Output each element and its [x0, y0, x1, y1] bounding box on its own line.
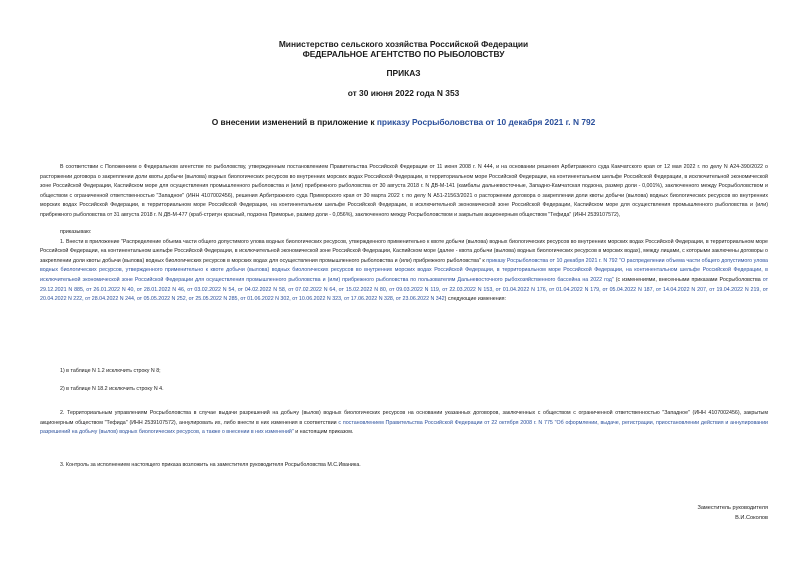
order-section — [40, 228, 768, 305]
document-type: ПРИКАЗ — [386, 68, 421, 78]
title-order-link[interactable]: приказу Росрыболовства от 10 декабря 2021 г. N 792 — [376, 117, 596, 127]
preamble-paragraph — [40, 163, 768, 221]
item-3-paragraph — [40, 461, 768, 471]
preamble-text: В соответствии с Положением о Федеральном агентстве по рыболовству, утвержденным постановлением Правительства Российской Федерации от 11 июня 2008 г. N 444, и на основании решения Арбитражного суда Камчатского края от 12 мая 2022 г. по делу N А24-390/2022 о расторжении договора о закреплении доли квоты добычи (вылова) водных биологических ресурсов во внутренних морских водах Российской Федерации, в территориальном море Российской Федерации, на континентальном шельфе Российской Федерации, в исключительной экономической зоне Российской Федерации, Каспийском море для осуществления промышленного рыболовства и (или) прибрежного рыболовства от 30 августа 2018 г. N ДВ-М-141 (камбалы дальневосточные, Западно-Камчатская подзона, размер доли - 0,001%), заключенного между Росрыболовством и обществом с ограниченной ответственностью "Западное" (ИНН 4107002456), решения Арбитражного суда Приморского края от 30 марта 2022 г. по делу N А51-21563/2021 о расторжении договора о закреплении доли квоты добычи (вылова) водных биологических ресурсов во внутренних морских водах Российской Федерации, в территориальном море Российской Федерации, на континентальном шельфе Российской Федерации, в исключительной экономической зоне Российской Федерации, Каспийском море для осуществления промышленного рыболовства и (или) прибрежного рыболовства от 31 августа 2018 г. N ДВ-М-477 (краб-стригун красный, подзона Приморье, размер доли - 0,056%), заключенного между Росрыболовством и закрытым акционерным обществом "Тефида" (ИНН 2539107572), — [40, 164, 768, 218]
amendments-links[interactable]: от 29.12.2021 N 885, от 26.01.2022 N 40, от 28.01.2022 N 46, от 03.02.2022 N 54, от 04.02.2022 N 58, от 07.02.2022 N 64, от 15.02.2022 N 80, от 09.03.2022 N 119, от 22.03.2022 N 153, от 01.04.2022 N 176, от 01.04.2022 N 179, от 05.04.2022 N 187, от 14.04.2022 N 207, от 19.04.2022 N 219, от 20.04.2022 N 222, от 28.04.2022 N 244, от 05.05.2022 N 252, от 25.05.2022 N 285, от 01.06.2022 N 302, от 10.06.2022 N 323, от 17.06.2022 N 328, от 23.06.2022 N 342 — [40, 276, 768, 303]
ministry-name: Министерство сельского хозяйства Российской Федерации — [278, 39, 529, 49]
subitem-2 — [40, 385, 768, 395]
subitem-1-text: 1) в таблице N 1.2 исключить строку N 8; — [60, 368, 161, 374]
document-title — [0, 117, 807, 127]
order-792-link[interactable]: приказу Росрыболовства от 10 декабря 2021 г. N 792 "О распределении объема части общего допустимого улова водных биологических ресурсов, утвержденного применительно к квоте добычи (вылова) водных биологических ресурсов во внутренних морских водах Российской Федерации, в территориальном море Российской Федерации, на континентальном шельфе Российской Федерации, в исключительной экономической зоне Российской Федерации для осуществления промышленного рыболовства и (или) прибрежного рыболовства по пользователям Дальневосточного рыбохозяйственного бассейна на 2022 год" — [40, 257, 768, 283]
item-2-text — [40, 409, 768, 438]
signatory-name: В.И.Соколов — [735, 515, 768, 521]
item-1-text-mid: (с изменениями, внесенными приказами Росрыболовства — [613, 276, 763, 283]
subitem-1 — [40, 367, 768, 377]
title-prefix: О внесении изменений в приложение к — [211, 117, 377, 127]
signatory-position: Заместитель руководителя — [697, 505, 768, 511]
agency-name: ФЕДЕРАЛЬНОЕ АГЕНТСТВО ПО РЫБОЛОВСТВУ — [302, 49, 505, 59]
item-1-paragraph — [40, 238, 768, 305]
item-2-paragraph — [40, 409, 768, 438]
item-3-text: 3. Контроль за исполнением настоящего приказа возложить на заместителя руководителя Росрыболовства М.С.Иваника. — [60, 462, 361, 468]
subitem-2-text: 2) в таблице N 18.2 исключить строку N 4. — [60, 386, 164, 392]
resolution-775-link[interactable]: с постановлением Правительства Российской Федерации от 22 октября 2008 г. N 775 "Об оформлении, выдаче, регистрации, приостановлении действия и аннулировании разрешений на добычу (вылов) водных биологических ресурсов, а также о внесении в них изменений" — [40, 419, 768, 436]
item-1-text-before: 1. Внести в приложение "Распределение объема части общего допустимого улова водных биологических ресурсов, утвержденного применительно к квоте добычи (вылова) водных биологических ресурсов во внутренних морских водах Российской Федерации, в территориальном море Российской Федерации, на континентальном шельфе Российской Федерации, в исключительной экономической зоне Российской Федерации, Каспийском море (далее - квота добычи (вылова) водных биологических ресурсов в морских водах), между лицами, с которыми заключены договоры о закреплении доли квоты добычи (вылова) водных биологических ресурсов в морских водах для осуществления промышленного рыболовства и (или) прибрежного рыболовства" к — [40, 238, 768, 264]
item-2-text-before: 2. Территориальным управлениям Росрыболовства в случае выдачи разрешений на добычу (вылов) водных биологических ресурсов на основании указанных договоров, заключенных с обществом с ограниченной ответственностью "Западное" (ИНН 4107002456), закрытым акционерным обществом "Тефида" (ИНН 2539107572), аннулировать их, либо внести в них изменения в соответствии — [40, 410, 768, 426]
item-1-text-after: ) следующие изменения: — [444, 296, 506, 303]
item-2-text-after: и настоящим приказом. — [293, 429, 354, 436]
order-word: приказываю: — [60, 229, 92, 235]
document-date-number: от 30 июня 2022 года N 353 — [347, 88, 460, 98]
